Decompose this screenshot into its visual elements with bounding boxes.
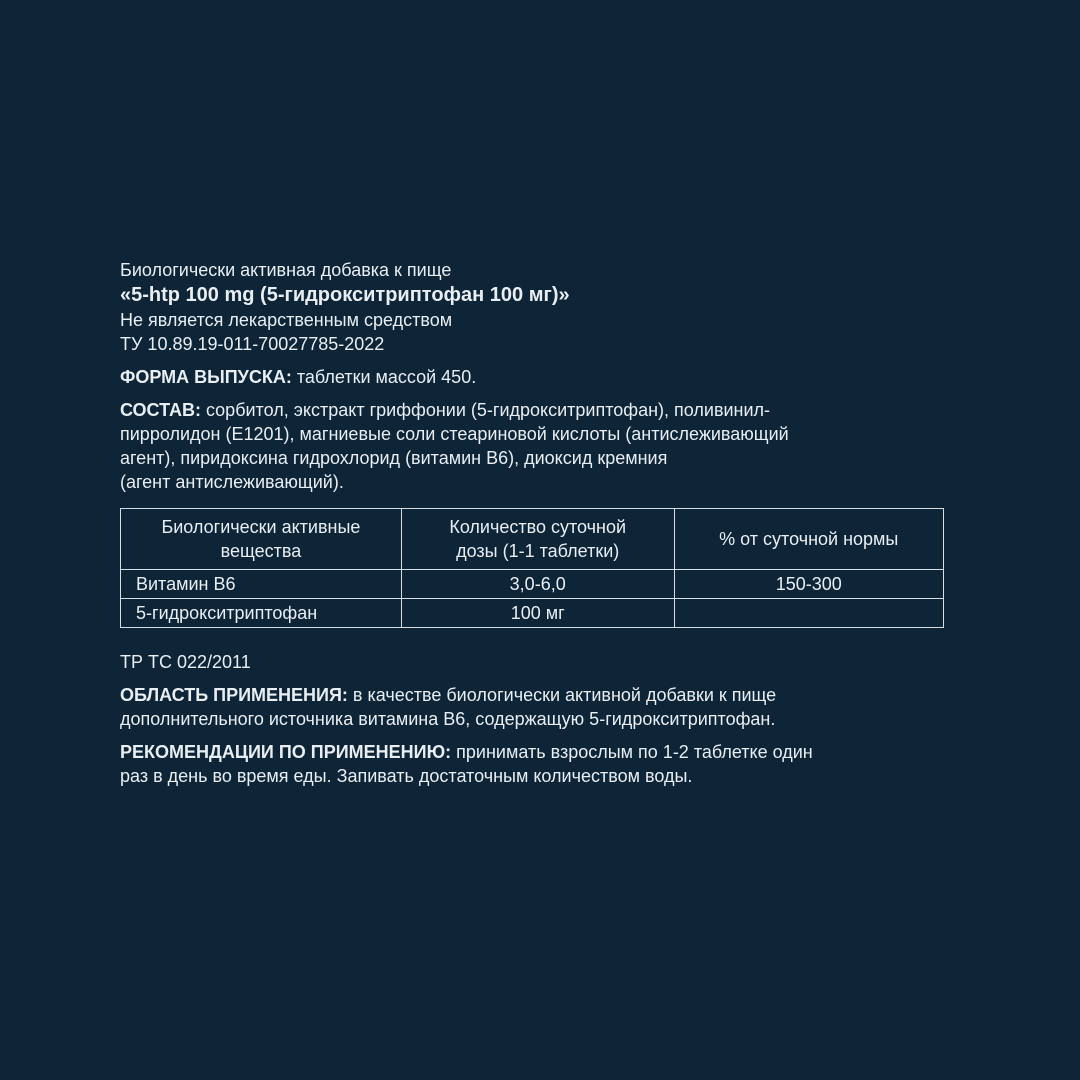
composition-label: СОСТАВ: — [120, 400, 201, 420]
header-substances: Биологически активные вещества — [121, 509, 402, 570]
substance-cell: 5-гидрокситриптофан — [121, 599, 402, 628]
product-info — [120, 258, 950, 788]
release-form-label: ФОРМА ВЫПУСКА: — [120, 367, 292, 387]
composition — [120, 398, 950, 494]
recommendations-label: РЕКОМЕНДАЦИИ ПО ПРИМЕНЕНИЮ: — [120, 742, 452, 762]
usage-area-line: в качестве биологически активной добавки к пище — [347, 685, 777, 705]
nutrients-table — [120, 508, 944, 628]
composition-line: (агент антислеживающий). — [120, 472, 344, 492]
usage-area — [120, 683, 950, 731]
tu-code: ТУ 10.89.19-011-70027785-2022 — [120, 334, 385, 354]
product-category: Биологически активная добавка к пище — [120, 260, 452, 280]
header-daily-percent: % от суточной нормы — [674, 509, 943, 570]
header-daily-dose: Количество суточной дозы (1-1 таблетки) — [401, 509, 674, 570]
table-row — [121, 570, 944, 599]
substance-cell: Витамин В6 — [121, 570, 402, 599]
release-form-text: таблетки массой 450. — [291, 367, 477, 387]
dose-cell: 100 мг — [401, 599, 674, 628]
usage-area-line: дополнительного источника витамина В6, содержащую 5-гидрокситриптофан. — [120, 709, 776, 729]
standard-code: ТР ТС 022/2011 — [120, 652, 251, 672]
usage-area-label: ОБЛАСТЬ ПРИМЕНЕНИЯ: — [120, 685, 348, 705]
recommendations — [120, 740, 950, 788]
product-name: «5-htp 100 mg (5-гидрокситриптофан 100 мг)» — [120, 284, 570, 306]
composition-line: пирролидон (Е1201), магниевые соли стеариновой кислоты (антислеживающий — [120, 424, 789, 444]
composition-line: сорбитол, экстракт гриффонии (5-гидрокситриптофан), поливинил- — [200, 400, 771, 420]
composition-line: агент), пиридоксина гидрохлорид (витамин В6), диоксид кремния — [120, 448, 668, 468]
recommendations-line: принимать взрослым по 1-2 таблетке один — [451, 742, 813, 762]
recommendations-line: раз в день во время еды. Запивать достаточным количеством воды. — [120, 766, 693, 786]
table-header-row — [121, 509, 944, 570]
disclaimer: Не является лекарственным средством — [120, 310, 453, 330]
percent-cell — [674, 599, 943, 628]
dose-cell: 3,0-6,0 — [401, 570, 674, 599]
table-row — [121, 599, 944, 628]
percent-cell: 150-300 — [674, 570, 943, 599]
release-form — [120, 365, 950, 389]
